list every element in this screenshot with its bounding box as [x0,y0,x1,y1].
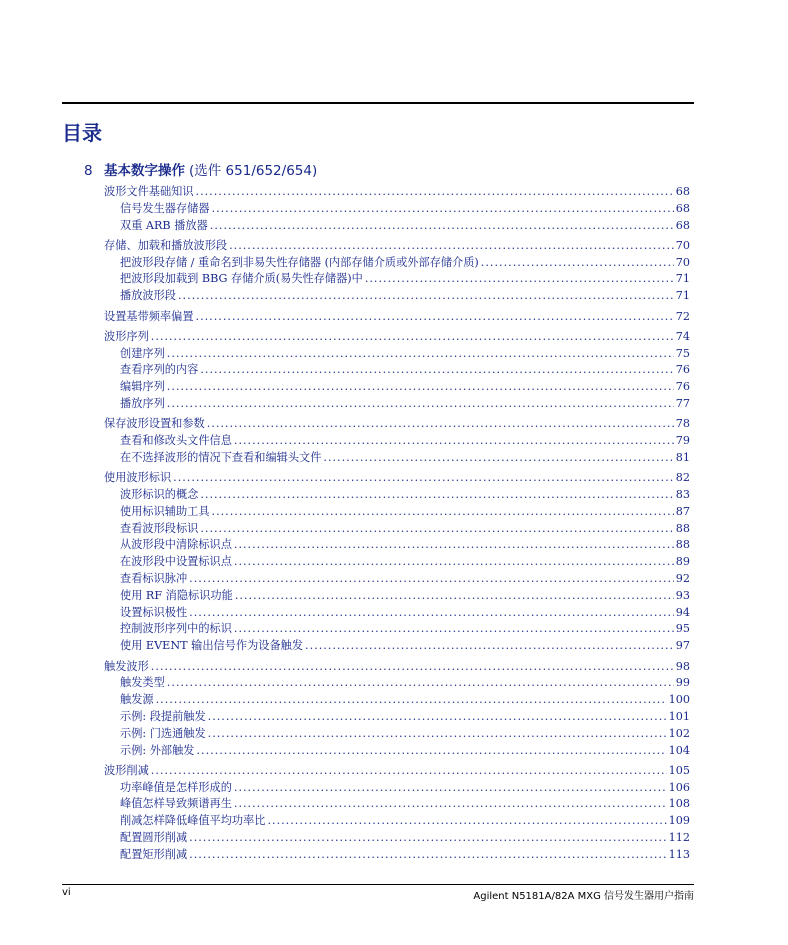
toc-entry-title: 示例: 段提前触发 [120,709,206,723]
toc-subsection-entry[interactable] [104,692,690,709]
toc-leader-dots [234,621,674,638]
toc-subsection-entry[interactable] [104,450,690,467]
toc-leader-dots [151,763,667,780]
toc-subsection-entry[interactable] [104,288,690,305]
table-of-contents [104,184,690,864]
toc-entry-title: 配置圆形削减 [120,830,188,844]
toc-entry-title: 示例: 门选通触发 [120,726,206,740]
toc-entry-page: 106 [668,780,690,794]
toc-leader-dots [189,847,667,864]
toc-entry-page: 70 [675,238,690,252]
toc-subsection-entry[interactable] [104,638,690,655]
toc-subsection-entry[interactable] [104,396,690,413]
toc-leader-dots [365,271,674,288]
toc-leader-dots [210,218,674,235]
toc-entry-title: 从波形段中清除标识点 [120,538,232,552]
toc-leader-dots [200,521,673,538]
toc-entry-page: 81 [675,450,690,464]
toc-entry-title: 峰值怎样导致频谱再生 [120,797,232,811]
toc-subsection-entry[interactable] [104,362,690,379]
toc-entry-title: 控制波形序列中的标识 [120,622,232,636]
toc-section-entry[interactable] [104,238,690,255]
toc-section-entry[interactable] [104,329,690,346]
toc-entry-title: 存储、加载和播放波形段 [104,238,228,252]
toc-entry-page: 71 [675,272,690,286]
toc-entry-page: 78 [675,417,690,431]
footer-page-label: vi [62,887,71,898]
toc-leader-dots [234,780,667,797]
toc-leader-dots [234,433,674,450]
toc-leader-dots [167,346,674,363]
chapter-subtitle: (选件 651/652/654) [189,163,318,179]
toc-entry-page: 75 [675,346,690,360]
toc-subsection-entry[interactable] [104,346,690,363]
toc-leader-dots [481,255,674,272]
toc-entry-title: 播放波形段 [120,289,176,303]
toc-entry-title: 功率峰值是怎样形成的 [120,780,232,794]
toc-entry-page: 104 [668,743,690,757]
toc-entry-title: 触发源 [120,693,154,707]
toc-entry-page: 74 [675,329,690,343]
toc-leader-dots [196,309,674,326]
toc-entry-page: 101 [668,709,690,723]
toc-entry-title: 示例: 外部触发 [120,743,195,757]
toc-subsection-entry[interactable] [104,433,690,450]
toc-leader-dots [173,470,674,487]
toc-leader-dots [229,238,674,255]
toc-subsection-entry[interactable] [104,271,690,288]
toc-entry-title: 查看序列的内容 [120,363,199,377]
toc-entry-title: 触发波形 [104,659,149,673]
toc-leader-dots [156,692,667,709]
toc-entry-title: 编辑序列 [120,380,165,394]
toc-entry-page: 83 [675,488,690,502]
toc-leader-dots [167,379,674,396]
toc-subsection-entry[interactable] [104,621,690,638]
toc-entry-title: 查看和修改头文件信息 [120,434,232,448]
toc-entry-page: 88 [675,538,690,552]
toc-entry-page: 108 [668,797,690,811]
toc-entry-page: 95 [675,622,690,636]
toc-subsection-entry[interactable] [104,218,690,235]
toc-entry-title: 查看标识脉冲 [120,572,188,586]
toc-leader-dots [212,201,674,218]
toc-entry-page: 87 [675,504,690,518]
toc-entry-page: 82 [675,471,690,485]
toc-leader-dots [305,638,674,655]
toc-entry-page: 93 [675,588,690,602]
toc-entry-page: 89 [675,555,690,569]
toc-entry-page: 92 [675,572,690,586]
toc-entry-title: 波形序列 [104,329,149,343]
toc-leader-dots [189,571,674,588]
toc-subsection-entry[interactable] [104,201,690,218]
toc-entry-page: 76 [675,363,690,377]
toc-subsection-entry[interactable] [104,743,690,760]
toc-entry-page: 68 [675,218,690,232]
toc-entry-title: 保存波形设置和参数 [104,417,205,431]
toc-entry-page: 98 [675,659,690,673]
toc-entry-title: 设置基带频率偏置 [104,309,194,323]
toc-subsection-entry[interactable] [104,504,690,521]
toc-leader-dots [196,743,666,760]
toc-leader-dots [234,554,674,571]
toc-entry-page: 77 [675,397,690,411]
toc-leader-dots [189,605,674,622]
toc-leader-dots [151,659,674,676]
toc-entry-page: 68 [675,201,690,215]
page-title: 目录 [62,121,102,145]
toc-section-entry[interactable] [104,309,690,326]
toc-entry-page: 79 [675,434,690,448]
toc-entry-page: 105 [668,763,690,777]
toc-leader-dots [267,813,666,830]
toc-subsection-entry[interactable] [104,780,690,797]
toc-entry-title: 播放序列 [120,397,165,411]
toc-entry-title: 双重 ARB 播放器 [120,218,208,232]
toc-entry-title: 信号发生器存储器 [120,201,210,215]
toc-subsection-entry[interactable] [104,847,690,864]
toc-leader-dots [189,830,667,847]
chapter-title: 基本数字操作 [104,163,185,179]
footer-doc-title: Agilent N5181A/82A MXG 信号发生器用户指南 [473,891,694,902]
toc-leader-dots [200,362,673,379]
toc-section-entry[interactable] [104,184,690,201]
toc-subsection-entry[interactable] [104,588,690,605]
toc-leader-dots [234,796,667,813]
toc-entry-page: 72 [675,309,690,323]
toc-leader-dots [178,288,674,305]
toc-leader-dots [208,709,667,726]
toc-subsection-entry[interactable] [104,379,690,396]
toc-leader-dots [208,726,667,743]
toc-subsection-entry[interactable] [104,571,690,588]
toc-entry-title: 使用标识辅助工具 [120,504,210,518]
toc-entry-page: 102 [668,726,690,740]
toc-subsection-entry[interactable] [104,521,690,538]
toc-entry-title: 把波形段加载到 BBG 存储介质(易失性存储器)中 [120,272,363,286]
toc-entry-page: 68 [675,185,690,198]
top-rule [62,102,694,104]
toc-entry-page: 70 [675,255,690,269]
toc-leader-dots [196,184,674,201]
toc-entry-title: 使用波形标识 [104,471,172,485]
toc-section-entry[interactable] [104,416,690,433]
bottom-rule [62,884,694,885]
toc-entry-title: 配置矩形削减 [120,847,188,861]
toc-entry-title: 设置标识极性 [120,605,188,619]
toc-subsection-entry[interactable] [104,726,690,743]
toc-subsection-entry[interactable] [104,796,690,813]
toc-subsection-entry[interactable] [104,537,690,554]
toc-subsection-entry[interactable] [104,605,690,622]
toc-subsection-entry[interactable] [104,675,690,692]
toc-entry-title: 创建序列 [120,346,165,360]
toc-leader-dots [212,504,674,521]
toc-entry-title: 波形文件基础知识 [104,185,194,198]
toc-entry-page: 112 [668,830,690,844]
toc-entry-title: 使用 EVENT 输出信号作为设备触发 [120,639,304,653]
toc-entry-title: 把波形段存储 / 重命名到非易失性存储器 (内部存储介质或外部存储介质) [120,255,479,269]
toc-entry-page: 94 [675,605,690,619]
toc-section-entry[interactable] [104,470,690,487]
chapter-number: 8 [84,163,93,179]
toc-entry-title: 波形标识的概念 [120,488,199,502]
toc-entry-page: 71 [675,289,690,303]
toc-subsection-entry[interactable] [104,554,690,571]
toc-entry-title: 触发类型 [120,676,165,690]
toc-leader-dots [234,537,674,554]
toc-entry-page: 100 [668,693,690,707]
toc-subsection-entry[interactable] [104,487,690,504]
toc-entry-page: 109 [668,814,690,828]
toc-section-entry[interactable] [104,763,690,780]
toc-leader-dots [235,588,674,605]
toc-subsection-entry[interactable] [104,709,690,726]
toc-entry-page: 113 [668,847,690,861]
toc-entry-page: 97 [675,639,690,653]
toc-leader-dots [200,487,673,504]
toc-leader-dots [323,450,673,467]
chapter-heading[interactable] [84,161,317,181]
toc-subsection-entry[interactable] [104,813,690,830]
toc-subsection-entry[interactable] [104,255,690,272]
toc-leader-dots [207,416,674,433]
toc-entry-title: 波形削减 [104,763,149,777]
toc-entry-title: 查看波形段标识 [120,521,199,535]
toc-entry-page: 88 [675,521,690,535]
toc-section-entry[interactable] [104,659,690,676]
toc-entry-page: 99 [675,676,690,690]
toc-leader-dots [151,329,674,346]
toc-leader-dots [167,396,674,413]
toc-entry-title: 使用 RF 消隐标识功能 [120,588,233,602]
toc-entry-title: 在波形段中设置标识点 [120,555,232,569]
toc-subsection-entry[interactable] [104,830,690,847]
toc-leader-dots [167,675,674,692]
toc-entry-page: 76 [675,380,690,394]
toc-entry-title: 削减怎样降低峰值平均功率比 [120,814,266,828]
toc-entry-title: 在不选择波形的情况下查看和编辑头文件 [120,450,322,464]
